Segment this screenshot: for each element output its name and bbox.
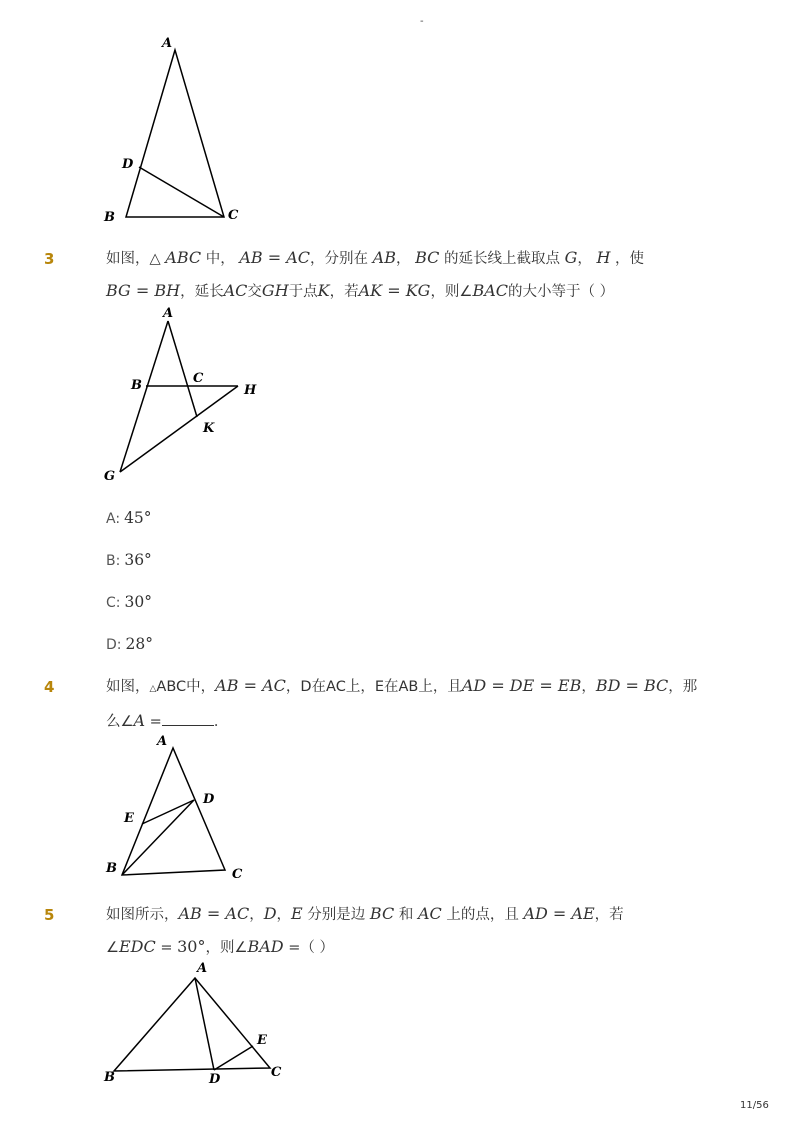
q3-stem-line2: BG = BH，延长AC交GH于点K，若AK = KG，则∠BAC的大小等于（ ） bbox=[106, 281, 615, 300]
label-b: B bbox=[104, 210, 115, 225]
answer-blank[interactable] bbox=[162, 709, 214, 726]
label-a: A bbox=[162, 36, 173, 51]
q3-option-c[interactable]: C: 30° bbox=[106, 593, 152, 611]
q3-option-b[interactable]: B: 36° bbox=[106, 551, 152, 569]
q3-option-d[interactable]: D: 28° bbox=[106, 635, 153, 653]
label-g: G bbox=[104, 469, 116, 484]
label-c: C bbox=[232, 867, 243, 882]
label-e: E bbox=[257, 1033, 267, 1048]
q3-figure bbox=[0, 300, 800, 500]
segment-ag bbox=[120, 321, 168, 472]
triangle-abc bbox=[122, 748, 225, 875]
q4-figure bbox=[0, 730, 800, 890]
q5-stem-line2: ∠EDC = 30°，则∠BAD =（ ） bbox=[106, 937, 334, 956]
header-mark: - bbox=[420, 16, 424, 27]
label-h: H bbox=[244, 383, 257, 398]
q3-option-a[interactable]: A: 45° bbox=[106, 509, 152, 527]
segment-ed bbox=[142, 800, 194, 824]
label-d: D bbox=[203, 792, 215, 807]
label-k: K bbox=[203, 421, 215, 436]
q4-stem-line2: 么∠A = ． bbox=[106, 711, 229, 730]
label-e: E bbox=[124, 811, 134, 826]
triangle-abc bbox=[126, 50, 224, 217]
label-d: D bbox=[209, 1072, 221, 1087]
q5-stem-line1: 如图所示，AB = AC，D，E 分别是边 BC 和 AC 上的点，且 AD = AE，若 bbox=[106, 904, 624, 923]
label-b: B bbox=[106, 861, 117, 876]
q3-stem-line1: 如图，△ ABC 中， AB = AC，分别在 AB， BC 的延长线上截取点 G， H ，使 bbox=[106, 248, 645, 267]
label-a: A bbox=[163, 306, 174, 321]
question-number-5: 5 bbox=[44, 906, 55, 924]
segment-ak bbox=[168, 321, 197, 417]
q5-figure bbox=[0, 960, 800, 1100]
question-number-4: 4 bbox=[44, 678, 55, 696]
label-c: C bbox=[271, 1065, 282, 1080]
page-number: 11/56 bbox=[740, 1100, 769, 1111]
label-b: B bbox=[131, 378, 142, 393]
figure-triangle-abc-d bbox=[0, 0, 800, 240]
label-d: D bbox=[122, 157, 134, 172]
question-number-3: 3 bbox=[44, 250, 55, 268]
label-c: C bbox=[193, 371, 204, 386]
segment-de bbox=[214, 1046, 253, 1070]
segment-ad bbox=[195, 978, 214, 1070]
label-a: A bbox=[197, 961, 208, 976]
label-c: C bbox=[228, 208, 239, 223]
segment-gh bbox=[120, 386, 238, 472]
triangle-abc bbox=[114, 978, 270, 1071]
q4-stem-line1: 如图，△ABC中，AB = AC，D在AC上，E在AB上，且AD = DE = EB，BD = BC，那 bbox=[106, 676, 698, 695]
label-a: A bbox=[157, 734, 168, 749]
label-b: B bbox=[104, 1070, 115, 1085]
